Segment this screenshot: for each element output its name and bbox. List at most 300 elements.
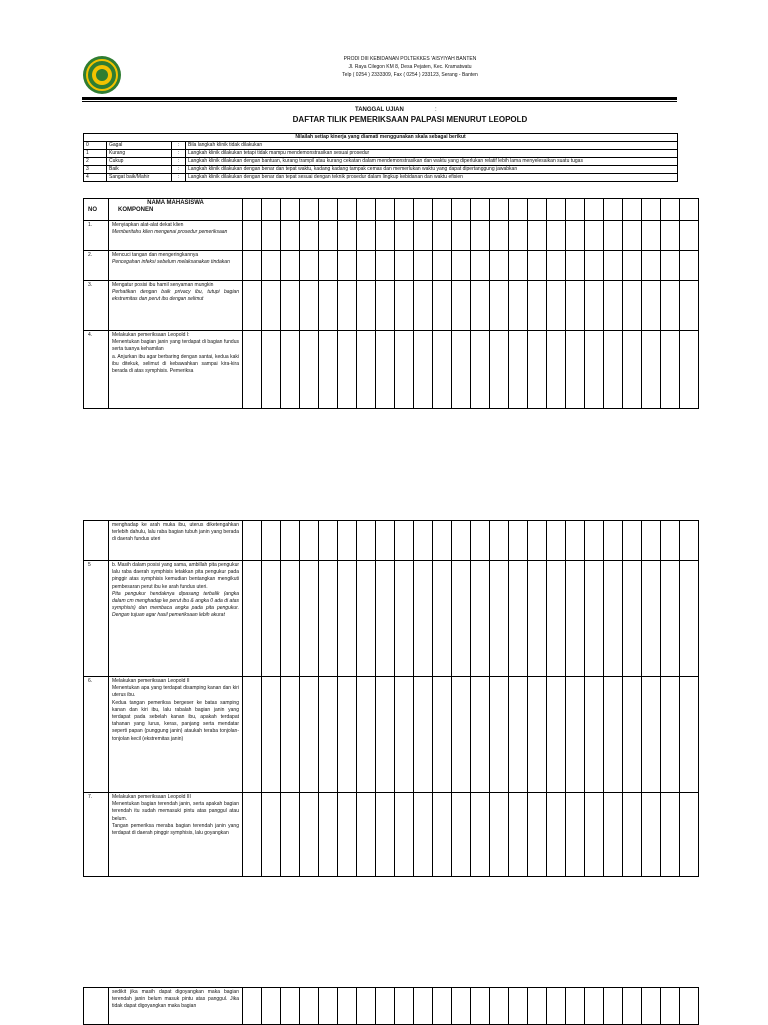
score-cell[interactable] — [604, 793, 623, 877]
score-cell[interactable] — [319, 281, 338, 331]
score-cell[interactable] — [300, 521, 319, 561]
checklist-row — [84, 561, 699, 677]
score-cell[interactable] — [490, 221, 509, 251]
step-text: menghadap ke arah muka ibu, uterus diketengahkan terlebih dahulu, lalu raba bagian tubuh janin yang berada di daerah fundus uteri — [112, 522, 239, 543]
score-cell[interactable] — [357, 988, 376, 1025]
score-cell[interactable] — [680, 251, 699, 281]
score-cell[interactable] — [243, 793, 262, 877]
score-cell[interactable] — [433, 331, 452, 409]
score-cell[interactable] — [452, 199, 471, 221]
score-cell[interactable] — [433, 221, 452, 251]
score-cell[interactable] — [661, 561, 680, 677]
score-cell[interactable] — [338, 521, 357, 561]
score-cell[interactable] — [300, 677, 319, 793]
document-title: DAFTAR TILIK PEMERIKSAAN PALPASI MENURUT LEOPOLD — [292, 115, 528, 124]
score-cell[interactable] — [262, 281, 281, 331]
score-cell[interactable] — [547, 281, 566, 331]
score-cell[interactable] — [585, 677, 604, 793]
score-cell[interactable] — [623, 221, 642, 251]
checklist-row — [84, 988, 699, 1025]
score-cell[interactable] — [623, 521, 642, 561]
score-cell[interactable] — [490, 521, 509, 561]
score-cell[interactable] — [471, 677, 490, 793]
score-cell[interactable] — [357, 331, 376, 409]
step-number: 3. — [84, 281, 109, 331]
score-cell[interactable] — [395, 793, 414, 877]
score-cell[interactable] — [471, 199, 490, 221]
score-cell[interactable] — [471, 521, 490, 561]
score-cell[interactable] — [452, 331, 471, 409]
checklist-table-page1 — [83, 198, 699, 409]
score-cell[interactable] — [471, 281, 490, 331]
score-cell[interactable] — [414, 221, 433, 251]
step-text: sedikit jika masih dapat digoyangkan maka bagian terendah janin belum masuk pintu atas panggul. Jika tidak dapat digoyangkan maka bagian — [112, 989, 239, 1010]
score-cell[interactable] — [623, 251, 642, 281]
score-cell[interactable] — [547, 521, 566, 561]
score-cell[interactable] — [490, 677, 509, 793]
step-text: Mencuci tangan dan mengeringkannya — [112, 252, 199, 258]
score-cell[interactable] — [357, 521, 376, 561]
score-cell[interactable] — [490, 281, 509, 331]
score-cell[interactable] — [680, 331, 699, 409]
scale-row — [84, 166, 678, 174]
step-text: a. Anjurkan ibu agar berbaring dengan santai, kedua kaki ibu ditekuk, selimut di kebawahkan sampai kira-kira berada di atas symphisis. Pemeriksa — [112, 353, 239, 375]
score-cell[interactable] — [414, 521, 433, 561]
score-cell[interactable] — [642, 221, 661, 251]
score-cell[interactable] — [243, 988, 262, 1025]
score-cell[interactable] — [509, 281, 528, 331]
score-cell[interactable] — [338, 221, 357, 251]
score-cell[interactable] — [262, 677, 281, 793]
score-cell[interactable] — [642, 677, 661, 793]
score-cell[interactable] — [623, 988, 642, 1025]
score-cell[interactable] — [642, 793, 661, 877]
header-rule-thick — [82, 97, 677, 100]
score-cell[interactable] — [604, 251, 623, 281]
score-cell[interactable] — [471, 251, 490, 281]
score-cell[interactable] — [566, 199, 585, 221]
score-cell[interactable] — [433, 988, 452, 1025]
score-cell[interactable] — [528, 199, 547, 221]
score-cell[interactable] — [471, 561, 490, 677]
scale-colon: : — [172, 150, 186, 158]
score-cell[interactable] — [262, 988, 281, 1025]
score-cell[interactable] — [509, 221, 528, 251]
score-cell[interactable] — [623, 677, 642, 793]
score-cell[interactable] — [357, 251, 376, 281]
score-cell[interactable] — [395, 251, 414, 281]
score-cell[interactable] — [319, 199, 338, 221]
score-cell[interactable] — [281, 281, 300, 331]
score-cell[interactable] — [547, 251, 566, 281]
score-cell[interactable] — [604, 281, 623, 331]
score-cell[interactable] — [395, 281, 414, 331]
score-cell[interactable] — [414, 281, 433, 331]
scale-desc: Bila langkah klinik tidak dilakukan — [186, 142, 678, 150]
score-cell[interactable] — [661, 221, 680, 251]
checklist-table-page3 — [83, 987, 699, 1025]
score-cell[interactable] — [528, 521, 547, 561]
score-cell[interactable] — [661, 793, 680, 877]
score-cell[interactable] — [452, 793, 471, 877]
score-cell[interactable] — [471, 988, 490, 1025]
score-cell[interactable] — [357, 221, 376, 251]
score-cell[interactable] — [585, 521, 604, 561]
step-note: Pencegahan infeksi sebelum melaksanakan tindakan — [112, 259, 230, 266]
score-cell[interactable] — [433, 561, 452, 677]
score-cell[interactable] — [376, 793, 395, 877]
step-text: Kedua tangan pemeriksa bergeser ke batas samping kanan dan kiri ibu, lalu rabalah bagian janin yang terdapat pada sebelah kanan ibu, apakah terdapat tahanan yang lurus, keras, panjang serta mendatar seperti papan (punggung janin) ataukah teraba tonjolan-tonjolan kecil (ekstremitas janin) — [112, 699, 239, 742]
score-cell[interactable] — [414, 793, 433, 877]
score-cell[interactable] — [490, 251, 509, 281]
score-cell[interactable] — [604, 521, 623, 561]
score-cell[interactable] — [452, 521, 471, 561]
score-cell[interactable] — [566, 331, 585, 409]
score-cell[interactable] — [642, 251, 661, 281]
score-cell[interactable] — [338, 793, 357, 877]
score-cell[interactable] — [452, 561, 471, 677]
score-cell[interactable] — [528, 561, 547, 677]
institution-header — [250, 55, 570, 79]
score-cell[interactable] — [604, 331, 623, 409]
step-text: Melakukan pemeriksaan Leopold III — [112, 794, 191, 800]
score-cell[interactable] — [414, 199, 433, 221]
score-cell[interactable] — [433, 251, 452, 281]
scale-score: 4 — [84, 174, 107, 182]
score-cell[interactable] — [452, 251, 471, 281]
step-description — [109, 561, 243, 677]
institution-logo — [82, 55, 122, 95]
score-cell[interactable] — [300, 199, 319, 221]
score-cell[interactable] — [623, 561, 642, 677]
score-cell[interactable] — [414, 988, 433, 1025]
step-text: Melakukan pemeriksaan Leopold II — [112, 678, 190, 684]
score-cell[interactable] — [604, 677, 623, 793]
score-cell[interactable] — [680, 988, 699, 1025]
scale-score: 0 — [84, 142, 107, 150]
score-cell[interactable] — [642, 521, 661, 561]
score-cell[interactable] — [300, 221, 319, 251]
score-cell[interactable] — [376, 199, 395, 221]
score-cell[interactable] — [262, 251, 281, 281]
score-cell[interactable] — [281, 221, 300, 251]
score-cell[interactable] — [528, 281, 547, 331]
score-cell[interactable] — [281, 199, 300, 221]
score-cell[interactable] — [262, 199, 281, 221]
score-cell[interactable] — [528, 677, 547, 793]
checklist-row — [84, 221, 699, 251]
score-cell[interactable] — [623, 331, 642, 409]
score-cell[interactable] — [357, 281, 376, 331]
step-description — [109, 281, 243, 331]
score-cell[interactable] — [262, 793, 281, 877]
score-cell[interactable] — [357, 677, 376, 793]
score-cell[interactable] — [490, 988, 509, 1025]
score-cell[interactable] — [319, 251, 338, 281]
scale-score: 1 — [84, 150, 107, 158]
score-cell[interactable] — [395, 221, 414, 251]
score-cell[interactable] — [680, 793, 699, 877]
score-cell[interactable] — [547, 221, 566, 251]
checklist-table-page2 — [83, 520, 699, 877]
score-cell[interactable] — [661, 199, 680, 221]
score-cell[interactable] — [566, 281, 585, 331]
checklist-row — [84, 251, 699, 281]
score-cell[interactable] — [338, 281, 357, 331]
score-cell[interactable] — [319, 677, 338, 793]
score-cell[interactable] — [319, 221, 338, 251]
score-cell[interactable] — [338, 988, 357, 1025]
score-cell[interactable] — [243, 677, 262, 793]
scale-label: Cukup — [107, 158, 172, 166]
score-cell[interactable] — [490, 199, 509, 221]
step-description — [109, 221, 243, 251]
step-note: Memberitahu klien mengenai prosedur pemeriksaan — [112, 229, 228, 236]
score-cell[interactable] — [243, 221, 262, 251]
scale-colon: : — [172, 166, 186, 174]
scale-colon: : — [172, 158, 186, 166]
score-cell[interactable] — [471, 331, 490, 409]
score-cell[interactable] — [509, 677, 528, 793]
score-cell[interactable] — [319, 561, 338, 677]
score-cell[interactable] — [566, 677, 585, 793]
score-cell[interactable] — [585, 988, 604, 1025]
scale-desc: Langkah klinik dilakukan dengan bantuan, kurang trampil atau kurang cekatan dalam mendemonstrasikan dan waktu yang diperlukan relatif lebih lama menyelesaikan suatu tugas — [186, 158, 678, 166]
score-cell[interactable] — [509, 331, 528, 409]
score-cell[interactable] — [566, 793, 585, 877]
score-cell[interactable] — [547, 677, 566, 793]
score-cell[interactable] — [528, 331, 547, 409]
score-cell[interactable] — [414, 677, 433, 793]
score-cell[interactable] — [300, 793, 319, 877]
score-cell[interactable] — [376, 281, 395, 331]
score-cell[interactable] — [243, 281, 262, 331]
score-cell[interactable] — [623, 793, 642, 877]
scale-row — [84, 150, 678, 158]
score-cell[interactable] — [509, 793, 528, 877]
score-cell[interactable] — [452, 221, 471, 251]
score-cell[interactable] — [452, 677, 471, 793]
score-cell[interactable] — [338, 677, 357, 793]
score-cell[interactable] — [395, 521, 414, 561]
score-cell[interactable] — [585, 251, 604, 281]
step-text: Menyiapkan alat-alat dekat klien — [112, 222, 184, 228]
score-cell[interactable] — [547, 199, 566, 221]
score-cell[interactable] — [281, 988, 300, 1025]
score-cell[interactable] — [547, 331, 566, 409]
score-cell[interactable] — [471, 221, 490, 251]
score-cell[interactable] — [395, 677, 414, 793]
score-cell[interactable] — [338, 251, 357, 281]
score-cell[interactable] — [452, 988, 471, 1025]
score-cell[interactable] — [281, 793, 300, 877]
score-cell[interactable] — [604, 221, 623, 251]
score-cell[interactable] — [623, 281, 642, 331]
score-cell[interactable] — [243, 251, 262, 281]
score-cell[interactable] — [566, 521, 585, 561]
step-text: Menentukan bagian janin yang terdapat di bagian fundus serta tuanya kehamilan — [112, 339, 239, 353]
component-header: KOMPONEN — [118, 207, 154, 214]
score-cell[interactable] — [281, 677, 300, 793]
score-cell[interactable] — [585, 561, 604, 677]
score-cell[interactable] — [433, 677, 452, 793]
score-cell[interactable] — [376, 331, 395, 409]
score-cell[interactable] — [395, 199, 414, 221]
score-cell[interactable] — [281, 561, 300, 677]
scale-colon: : — [172, 174, 186, 182]
score-cell[interactable] — [680, 677, 699, 793]
score-cell[interactable] — [585, 199, 604, 221]
score-cell[interactable] — [281, 251, 300, 281]
scale-desc: Langkah klinik dilakukan dengan benar dan tepat sesuai dengan teknik prosedur dalam lingkup kebidanan dan waktu efisien — [186, 174, 678, 182]
institution-contact: Telp ( 0254 ) 2333309, Fax ( 0254 ) 233123, Serang - Banten — [342, 72, 478, 78]
score-cell[interactable] — [300, 331, 319, 409]
score-cell[interactable] — [528, 251, 547, 281]
score-cell[interactable] — [604, 988, 623, 1025]
score-cell[interactable] — [243, 331, 262, 409]
scale-score: 3 — [84, 166, 107, 174]
step-number: 4. — [84, 331, 109, 409]
checklist-row — [84, 521, 699, 561]
step-number: 2. — [84, 251, 109, 281]
header-rule-thin — [82, 101, 677, 102]
score-cell[interactable] — [680, 199, 699, 221]
score-cell[interactable] — [642, 281, 661, 331]
score-cell[interactable] — [262, 221, 281, 251]
column-component-header — [109, 199, 243, 221]
score-cell[interactable] — [585, 221, 604, 251]
score-cell[interactable] — [547, 561, 566, 677]
score-cell[interactable] — [509, 199, 528, 221]
score-cell[interactable] — [357, 561, 376, 677]
score-cell[interactable] — [376, 221, 395, 251]
score-cell[interactable] — [319, 793, 338, 877]
score-cell[interactable] — [376, 561, 395, 677]
column-no-header: NO — [84, 199, 109, 221]
score-cell[interactable] — [433, 793, 452, 877]
score-cell[interactable] — [528, 793, 547, 877]
score-cell[interactable] — [509, 988, 528, 1025]
score-cell[interactable] — [338, 331, 357, 409]
score-cell[interactable] — [642, 331, 661, 409]
score-cell[interactable] — [338, 199, 357, 221]
score-cell[interactable] — [680, 521, 699, 561]
score-cell[interactable] — [547, 793, 566, 877]
score-cell[interactable] — [319, 988, 338, 1025]
score-cell[interactable] — [585, 331, 604, 409]
score-cell[interactable] — [661, 988, 680, 1025]
score-cell[interactable] — [566, 221, 585, 251]
score-cell[interactable] — [566, 251, 585, 281]
score-cell[interactable] — [490, 561, 509, 677]
score-cell[interactable] — [547, 988, 566, 1025]
score-cell[interactable] — [642, 199, 661, 221]
score-cell[interactable] — [262, 561, 281, 677]
score-cell[interactable] — [357, 199, 376, 221]
score-cell[interactable] — [376, 677, 395, 793]
score-cell[interactable] — [509, 251, 528, 281]
step-text: Melakukan pemeriksaan Leopold I: — [112, 332, 190, 338]
exam-date-label: TANGGAL UJIAN — [355, 107, 404, 113]
score-cell[interactable] — [585, 281, 604, 331]
score-cell[interactable] — [680, 561, 699, 677]
score-cell[interactable] — [300, 561, 319, 677]
score-cell[interactable] — [243, 561, 262, 677]
score-cell[interactable] — [661, 521, 680, 561]
score-cell[interactable] — [262, 331, 281, 409]
score-cell[interactable] — [452, 281, 471, 331]
score-cell[interactable] — [661, 251, 680, 281]
score-cell[interactable] — [528, 221, 547, 251]
score-cell[interactable] — [680, 221, 699, 251]
score-cell[interactable] — [623, 199, 642, 221]
score-cell[interactable] — [395, 331, 414, 409]
score-cell[interactable] — [661, 677, 680, 793]
score-cell[interactable] — [642, 988, 661, 1025]
score-cell[interactable] — [338, 561, 357, 677]
score-cell[interactable] — [395, 561, 414, 677]
step-text: Tangan pemeriksa meraba bagian terendah janin yang terdapat di daerah pinggir symphisis, lalu goyangkan — [112, 822, 239, 837]
score-cell[interactable] — [300, 988, 319, 1025]
score-cell[interactable] — [262, 521, 281, 561]
score-cell[interactable] — [433, 199, 452, 221]
score-cell[interactable] — [433, 281, 452, 331]
score-cell[interactable] — [566, 561, 585, 677]
score-cell[interactable] — [281, 331, 300, 409]
score-cell[interactable] — [414, 331, 433, 409]
scale-row — [84, 174, 678, 182]
score-cell[interactable] — [357, 793, 376, 877]
score-cell[interactable] — [414, 251, 433, 281]
checklist-row — [84, 677, 699, 793]
score-cell[interactable] — [471, 793, 490, 877]
score-cell[interactable] — [661, 331, 680, 409]
score-cell[interactable] — [585, 793, 604, 877]
score-cell[interactable] — [281, 521, 300, 561]
score-cell[interactable] — [490, 793, 509, 877]
score-cell[interactable] — [528, 988, 547, 1025]
scale-desc: Langkah klinik dilakukan dengan benar dan tepat waktu, kadang kadang tampak cemas dan memerlukan waktu yang dapat dipertanggung jawabkan — [186, 166, 678, 174]
score-cell[interactable] — [395, 988, 414, 1025]
score-cell[interactable] — [604, 199, 623, 221]
score-cell[interactable] — [604, 561, 623, 677]
score-cell[interactable] — [300, 281, 319, 331]
score-cell[interactable] — [509, 521, 528, 561]
score-cell[interactable] — [376, 251, 395, 281]
score-cell[interactable] — [680, 281, 699, 331]
score-cell[interactable] — [433, 521, 452, 561]
score-cell[interactable] — [376, 988, 395, 1025]
score-cell[interactable] — [376, 521, 395, 561]
score-cell[interactable] — [661, 281, 680, 331]
score-cell[interactable] — [566, 988, 585, 1025]
score-cell[interactable] — [642, 561, 661, 677]
score-cell[interactable] — [319, 331, 338, 409]
step-description — [109, 521, 243, 561]
score-cell[interactable] — [300, 251, 319, 281]
step-description — [109, 988, 243, 1025]
score-cell[interactable] — [414, 561, 433, 677]
score-cell[interactable] — [319, 521, 338, 561]
score-cell[interactable] — [509, 561, 528, 677]
step-note: Pita pengukur hendaknya dipasang terbalik (angka dalam cm menghadap ke perut ibu & angka 0 ada di atas symphisis) dan membaca angka pada pita pengukur. Dengan tujuan agar hasil pemeriksaan lebih akurat — [112, 590, 239, 619]
step-text: b. Masih dalam posisi yang sama, ambillah pita pengukur lalu raba daerah symphisis letakkan pita pengukur pada pinggir atas symphisis kemudian bentangkan mengikuti pembesaran perut ibu ke arah fundus uteri. — [112, 562, 240, 590]
scale-label: Kurang — [107, 150, 172, 158]
score-cell[interactable] — [243, 199, 262, 221]
score-cell[interactable] — [490, 331, 509, 409]
score-cell[interactable] — [243, 521, 262, 561]
step-text: Menentukan bagian terendah janin, serta apakah bagian terendah itu sudah memasuki pintu atas panggul atau belum. — [112, 801, 239, 822]
